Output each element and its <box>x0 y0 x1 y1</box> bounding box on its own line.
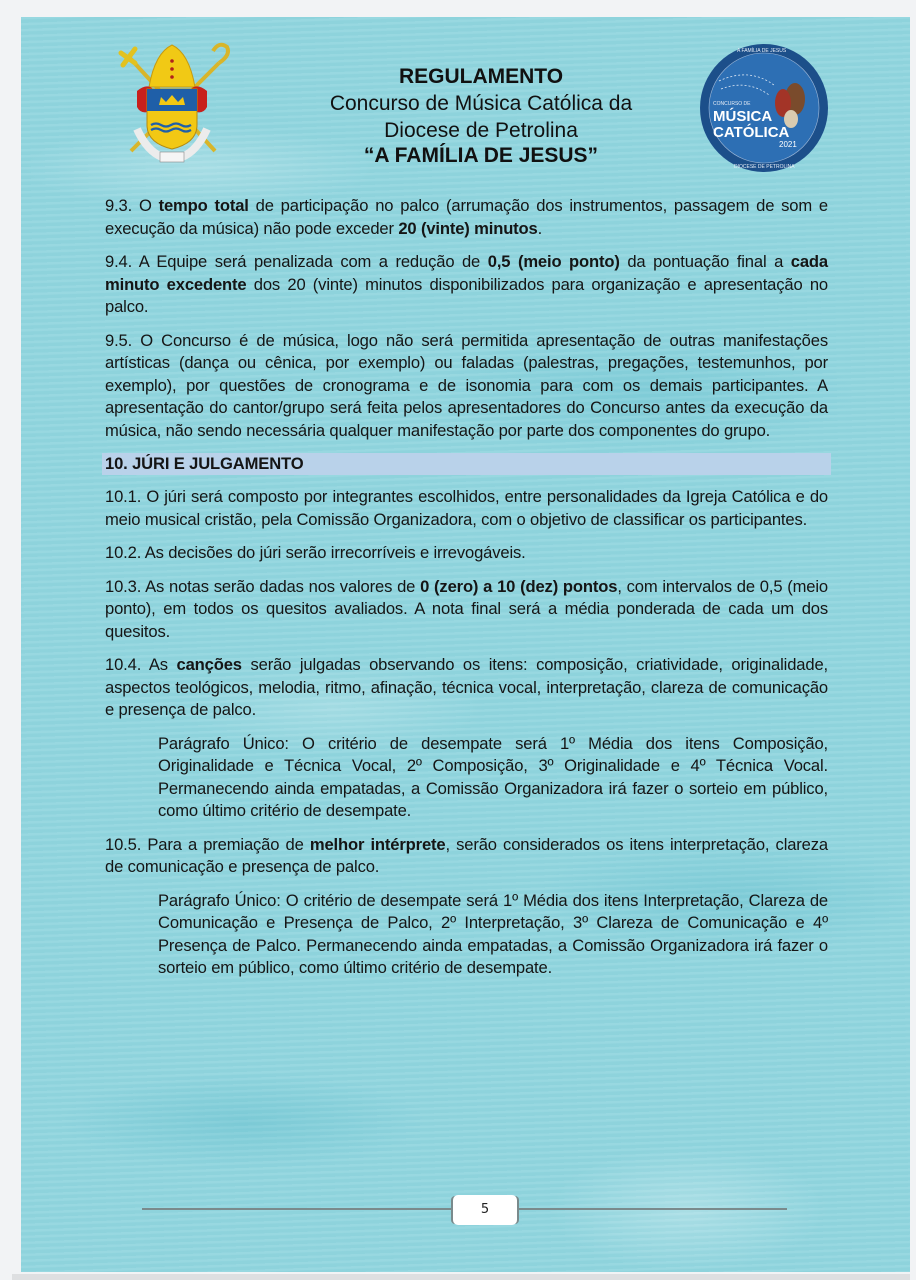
document-title: REGULAMENTO <box>398 65 564 88</box>
emphasis: melhor intérprete <box>309 834 446 854</box>
footer-rule-left <box>142 1208 453 1210</box>
clause-10-4: 10.4. As canções serão julgadas observando os itens: composição, criatividade, originalidade, aspectos teológicos, melodia, ritmo, afinação, técnica vocal, interpretação, clareza de comunicação e presença de palco. <box>105 655 828 719</box>
clause-10-3: 10.3. As notas serão dadas nos valores de 0 (zero) a 10 (dez) pontos, com intervalos de 0,5 (meio ponto), em todos os quesitos avaliados. A nota final será a média ponderada de cada um dos quesitos. <box>105 576 828 641</box>
emphasis: 0 (zero) a 10 (dez) pontos <box>420 576 618 596</box>
emphasis: 20 (vinte) minutos <box>398 218 538 238</box>
clause-10-1: 10.1. O júri será composto por integrantes escolhidos, entre personalidades da Igreja Católica e do meio musical cristão, pela Comissão Organizadora, com o objetivo de classificar os participantes. <box>105 487 828 529</box>
document-theme: “A FAMÍLIA DE JESUS” <box>363 144 599 167</box>
document-subtitle-line-1: Concurso de Música Católica da <box>329 92 633 115</box>
emphasis: 0,5 (meio ponto) <box>487 252 620 271</box>
badge-top-text: A FAMÍLIA DE JESUS <box>737 48 787 54</box>
document-page <box>21 17 910 1272</box>
clause-10-5-sole-paragraph: Parágrafo Único: O critério de desempate será 1º Média dos itens Interpretação, Clareza de Comunicação e Presença de Palco, 2º Interpretação, 3º Clareza de Comunicação e 4º Presença de Palco. Permanecendo ainda empatadas, a Comissão Organizadora irá fazer o sorteio em público, como último critério de desempate. <box>158 890 828 977</box>
badge-main-line-2: CATÓLICA <box>713 124 790 141</box>
section-heading-10: 10. JÚRI E JULGAMENTO <box>102 453 831 475</box>
document-header <box>271 64 691 168</box>
diocese-crest-icon <box>107 39 237 169</box>
clause-10-2: 10.2. As decisões do júri serão irrecorríveis e irrevogáveis. <box>105 543 526 562</box>
badge-small-text: CONCURSO DE <box>713 101 751 107</box>
badge-bottom-text: DIOCESE DE PETROLINA <box>734 164 795 170</box>
emphasis: tempo total <box>158 196 249 215</box>
emphasis: canções <box>176 655 242 674</box>
page-number: 5 <box>453 1195 517 1225</box>
viewer-bottom-edge <box>12 1274 910 1280</box>
clause-10-5: 10.5. Para a premiação de melhor intérprete, serão considerados os itens interpretação, clareza de comunicação e presença de palco. <box>105 834 828 876</box>
clause-9-3: 9.3. O tempo total de participação no palco (arrumação dos instrumentos, passagem de som e execução da música) não pode exceder 20 (vinte) minutos. <box>105 196 828 238</box>
contest-logo-icon <box>697 41 832 176</box>
clause-9-5: 9.5. O Concurso é de música, logo não será permitida apresentação de outras manifestações artísticas (dança ou cênica, por exemplo) ou faladas (palestras, pregações, testemunhos, por exemplo), por questões de cronograma e de isonomia para com os demais participantes. A apresentação do cantor/grupo será feita pelos apresentadores do Concurso antes da execução da música, não sendo necessária qualquer manifestação por parte dos componentes do grupo. <box>105 330 828 440</box>
clause-10-4-sole-paragraph: Parágrafo Único: O critério de desempate será 1º Média dos itens Composição, Originalidade e Técnica Vocal, 2º Composição, 3º Originalidade e 4º Técnica Vocal. Permanecendo ainda empatadas, a Comissão Organizadora irá fazer o sorteio em público, como último critério de desempate. <box>158 733 828 820</box>
badge-main-line-1: MÚSICA <box>713 108 773 125</box>
emphasis: cada minuto excedente <box>105 252 828 294</box>
badge-year: 2021 <box>779 140 797 149</box>
document-subtitle-line-2: Diocese de Petrolina <box>384 119 578 142</box>
footer-rule-right <box>517 1208 787 1210</box>
clause-9-4: 9.4. A Equipe será penalizada com a redução de 0,5 (meio ponto) da pontuação final a cada minuto excedente dos 20 (vinte) minutos disponibilizados para organização e apresentação no palco. <box>105 252 828 316</box>
document-body <box>105 195 828 991</box>
